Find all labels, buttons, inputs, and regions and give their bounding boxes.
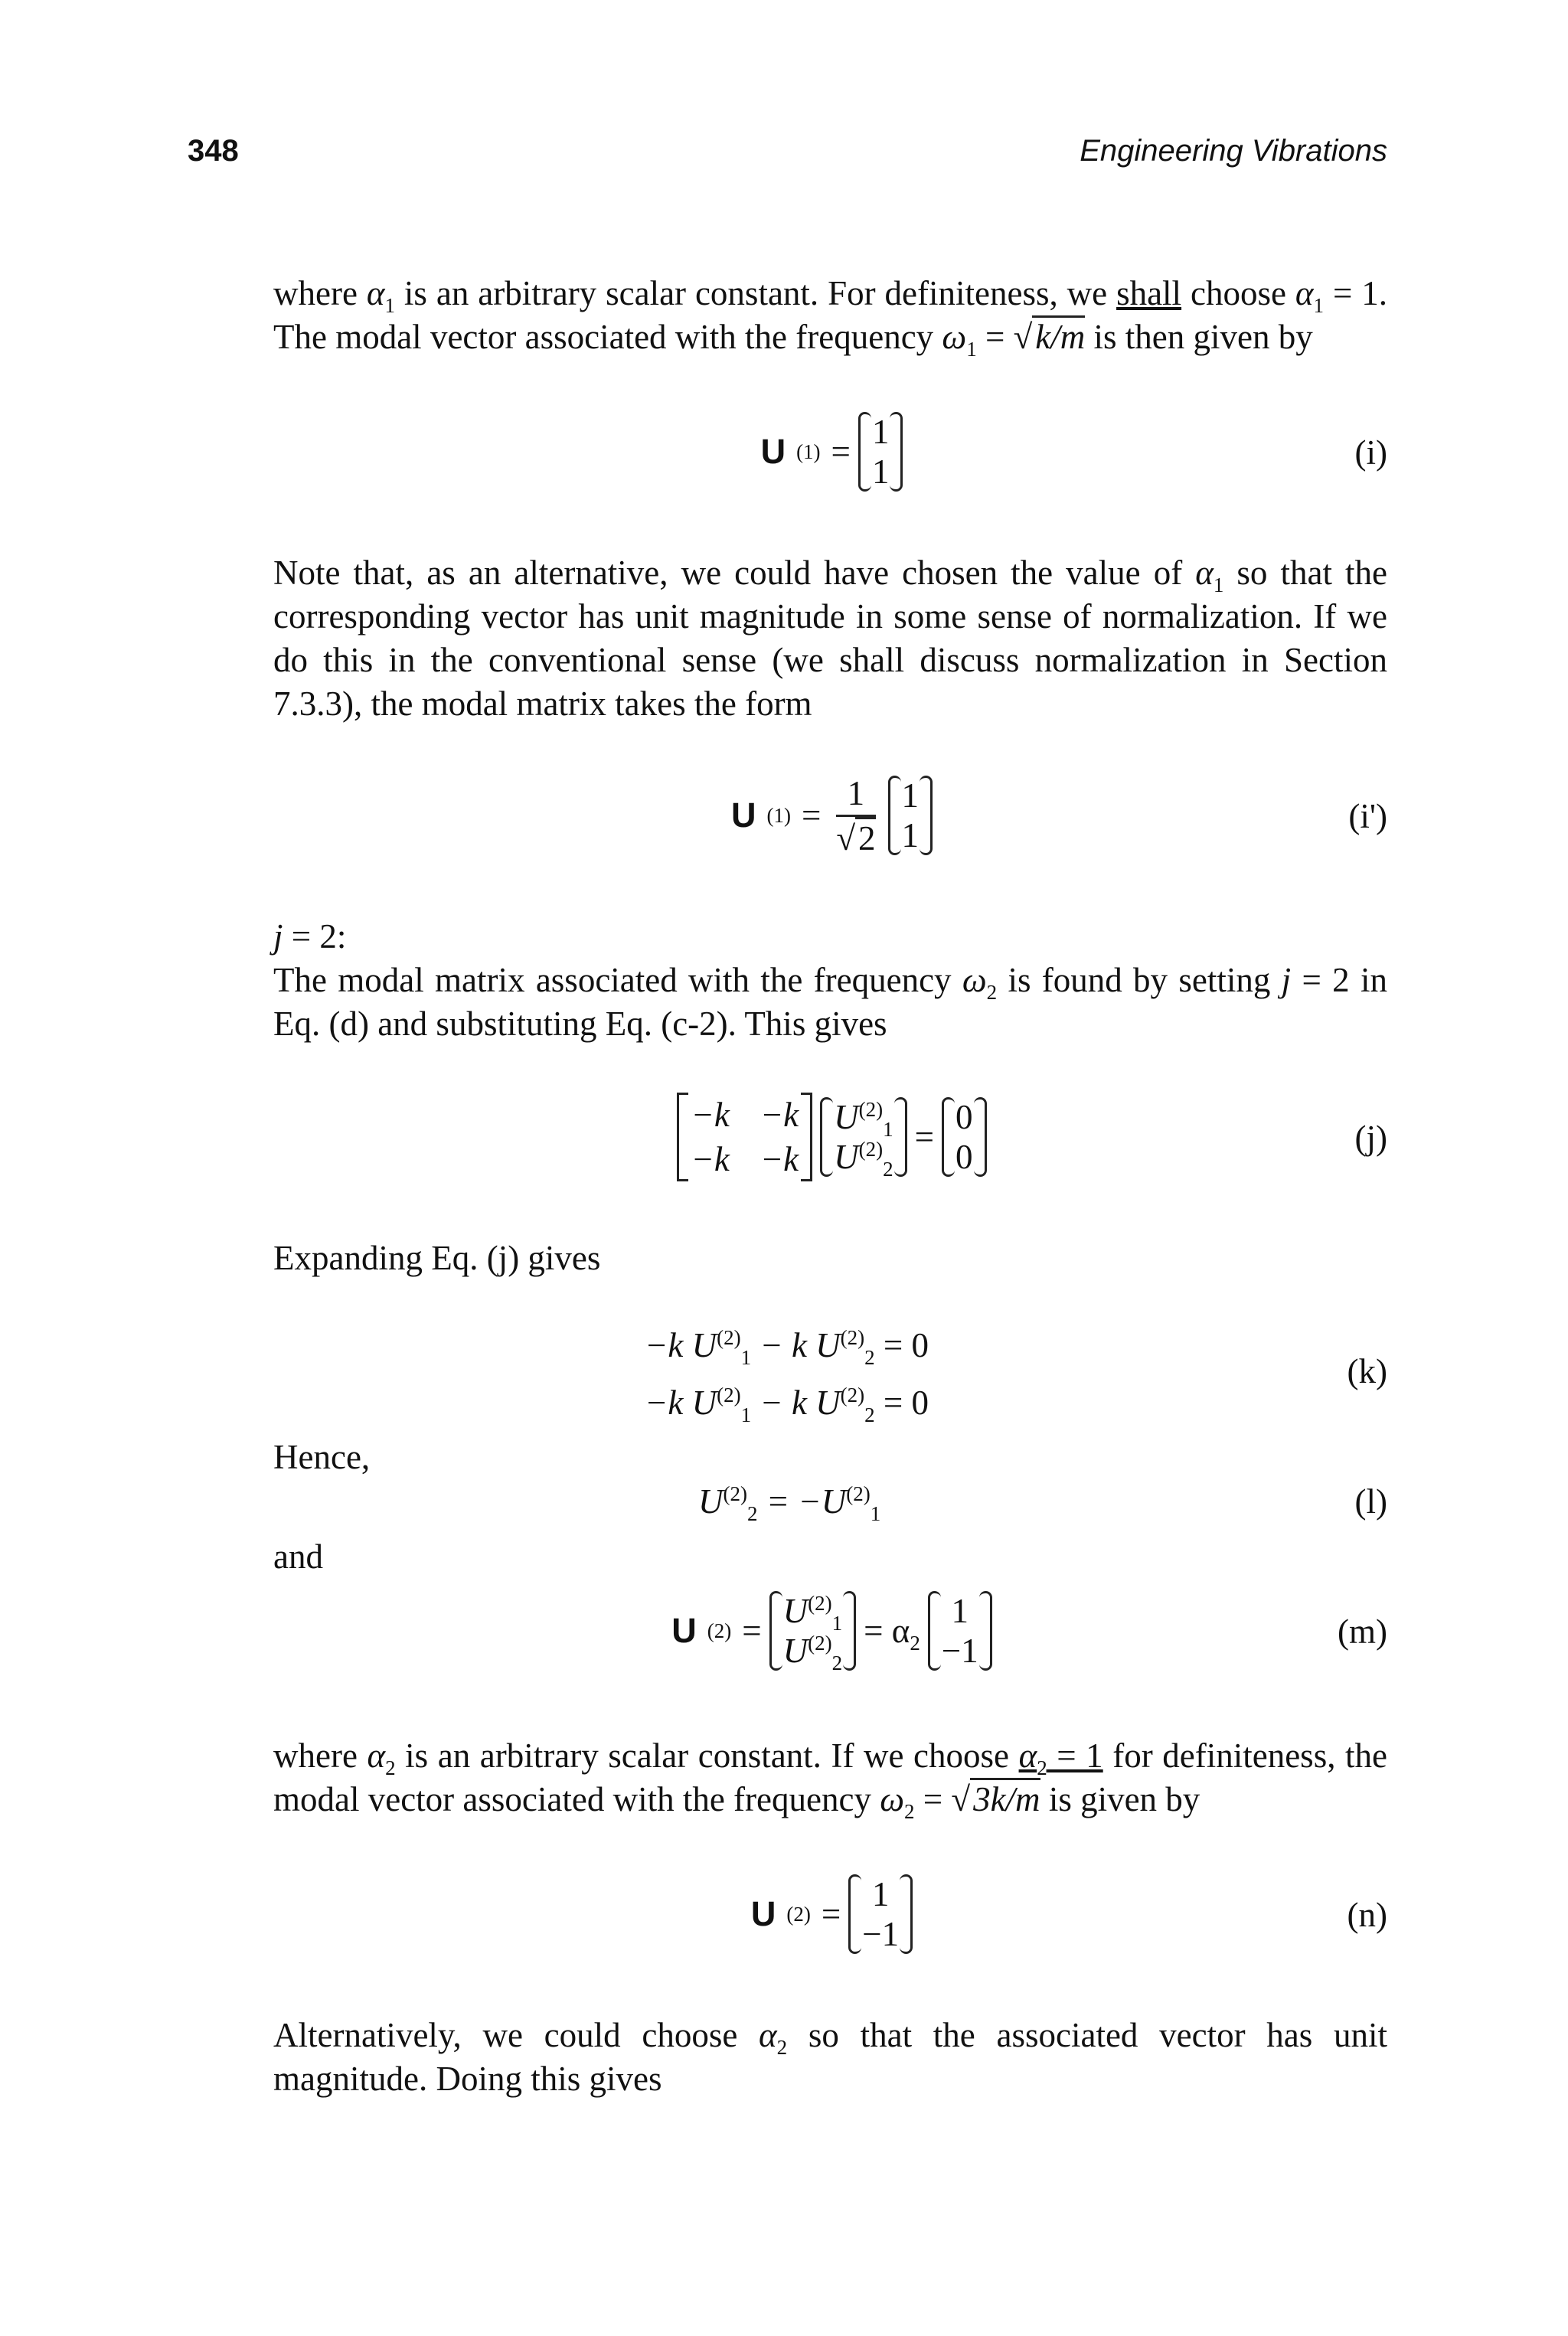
equation-label: (m) (1338, 1612, 1387, 1651)
case-heading: j = 2: (273, 917, 347, 956)
equation-i: U (1) = 1 1 (i) (760, 413, 1387, 491)
paragraph-7: where $\alpha_2$ is an arbitrary scalar constant. If we choose $\alpha_2 = 1$ for definiteness, the modal vector associated with the frequency $\omega_2 = √3k/m$ is given by (273, 1736, 1387, 1823)
equation-label: (l) (1354, 1482, 1387, 1521)
equation-i-prime: U (1) = $\frac{1}{√2}$ 1 1 (i') (273, 762, 1387, 869)
page-number: 348 (188, 134, 239, 168)
equation-label: (j) (1354, 1119, 1387, 1157)
paragraph-4: Expanding Eq. (j) gives (273, 1239, 601, 1277)
equation-label: (k) (1347, 1352, 1387, 1390)
equation-label: (i) (1354, 433, 1387, 472)
equation-k: −k $U^{(2)}_1 - k$ $U^{(2)}_2 = 0$ −k $U^{(2)}_1 - k$ $U^{(2)}_2 = 0$ (k) (645, 1326, 1387, 1426)
paragraph-2: Note that, as an alternative, we could have chosen the value of $\alpha_1$ so that the corresponding vector has unit magnitude in some sense of normalization. If we do this in the conventional sense (we shall discuss normalization in Section 7.3.3), the modal matrix takes the form (273, 554, 1387, 723)
equation-m: U (2) = $U^{(2)}_1$ $U^{(2)}_2$ = $\alpha_2$ 1 −1 (m) (671, 1592, 1387, 1674)
paragraph-1: where $\alpha_1$ is an arbitrary scalar constant. For definiteness, we shall choose $\alpha_1 = 1$. The modal vector associated with the frequency $\omega_1 = √k/m$ is then given by (273, 274, 1388, 361)
paragraph-6: and (273, 1537, 323, 1576)
paragraph-5: Hence, (273, 1438, 371, 1476)
paragraph-3: The modal matrix associated with the frequency $\omega_2$ is found by setting j = 2 in Eq. (d) and substituting Eq. (c-2). This gives (273, 961, 1387, 1043)
equation-label: (i') (1348, 797, 1387, 835)
running-title: Engineering Vibrations (1080, 134, 1387, 168)
paragraph-8: Alternatively, we could choose $\alpha_2$ so that the associated vector has unit magnitude. Doing this gives (273, 2016, 1387, 2098)
equation-label: (n) (1347, 1896, 1387, 1934)
equation-j: −k −k −k −k $U^{(2)}_1$ $U^{(2)}_2$ = 0 0 (j) (273, 1083, 1387, 1191)
equation-n: U (2) = 1 −1 (n) (750, 1875, 1387, 1953)
equation-l: $U^{(2)}_2 = -U^{(2)}_1$ (l) (698, 1482, 1387, 1525)
